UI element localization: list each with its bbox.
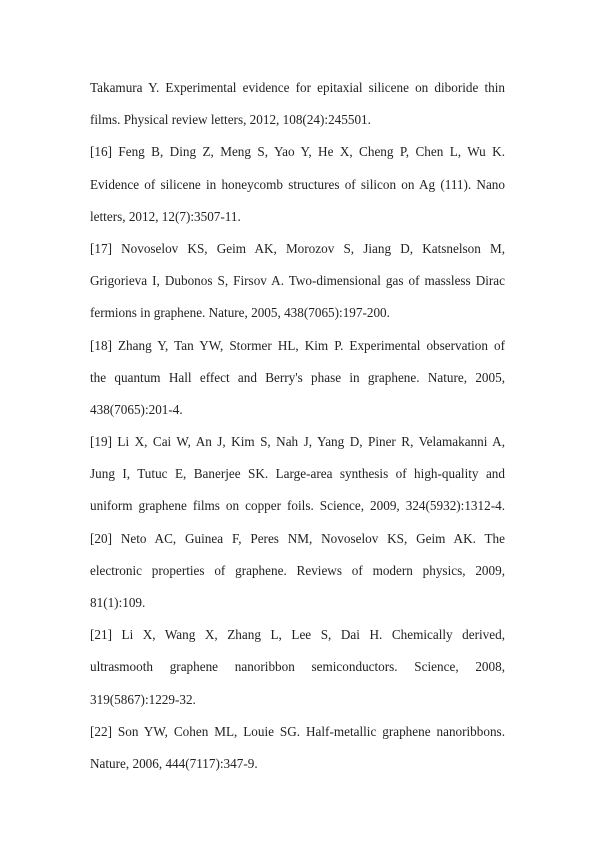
- reference-line: electronic properties of graphene. Reviews of modern physics, 2009,: [90, 562, 505, 578]
- reference-entry: [90, 140, 505, 237]
- reference-line: [20] Neto AC, Guinea F, Peres NM, Novoselov KS, Geim AK. The: [90, 530, 505, 546]
- reference-line: uniform graphene films on copper foils. Science, 2009, 324(5932):1312-4.: [90, 498, 505, 514]
- reference-line: fermions in graphene. Nature, 2005, 438(7065):197-200.: [90, 305, 390, 321]
- reference-line: films. Physical review letters, 2012, 108(24):245501.: [90, 112, 371, 128]
- reference-line: Jung I, Tutuc E, Banerjee SK. Large-area synthesis of high-quality and: [90, 466, 505, 482]
- reference-line: [19] Li X, Cai W, An J, Kim S, Nah J, Yang D, Piner R, Velamakanni A,: [90, 434, 505, 450]
- reference-line: [21] Li X, Wang X, Zhang L, Lee S, Dai H. Chemically derived,: [90, 627, 505, 643]
- reference-entry: [90, 76, 505, 140]
- reference-line: [17] Novoselov KS, Geim AK, Morozov S, Jiang D, Katsnelson M,: [90, 240, 505, 256]
- reference-line: 81(1):109.: [90, 595, 146, 610]
- reference-entry: [90, 430, 505, 527]
- reference-line: Evidence of silicene in honeycomb structures of silicon on Ag (111). Nano: [90, 176, 505, 192]
- reference-entry: [90, 720, 505, 784]
- reference-entry: [90, 623, 505, 720]
- reference-line: [22] Son YW, Cohen ML, Louie SG. Half-metallic graphene nanoribbons.: [90, 723, 505, 739]
- reference-line: 438(7065):201-4.: [90, 401, 183, 417]
- reference-line: ultrasmooth graphene nanoribbon semiconductors. Science, 2008,: [90, 659, 505, 675]
- reference-line: Nature, 2006, 444(7117):347-9.: [90, 755, 258, 771]
- reference-entry: [90, 334, 505, 431]
- reference-line: Grigorieva I, Dubonos S, Firsov A. Two-dimensional gas of massless Dirac: [90, 273, 505, 289]
- reference-line: Takamura Y. Experimental evidence for epitaxial silicene on diboride thin: [90, 80, 505, 95]
- reference-line: 319(5867):1229-32.: [90, 691, 196, 707]
- reference-line: [16] Feng B, Ding Z, Meng S, Yao Y, He X, Cheng P, Chen L, Wu K.: [90, 144, 505, 160]
- reference-line: the quantum Hall effect and Berry's phase in graphene. Nature, 2005,: [90, 369, 505, 385]
- reference-line: [18] Zhang Y, Tan YW, Stormer HL, Kim P. Experimental observation of: [90, 337, 505, 353]
- reference-entry: [90, 527, 505, 624]
- reference-list: [90, 76, 505, 784]
- reference-line: letters, 2012, 12(7):3507-11.: [90, 208, 241, 224]
- reference-entry: [90, 237, 505, 334]
